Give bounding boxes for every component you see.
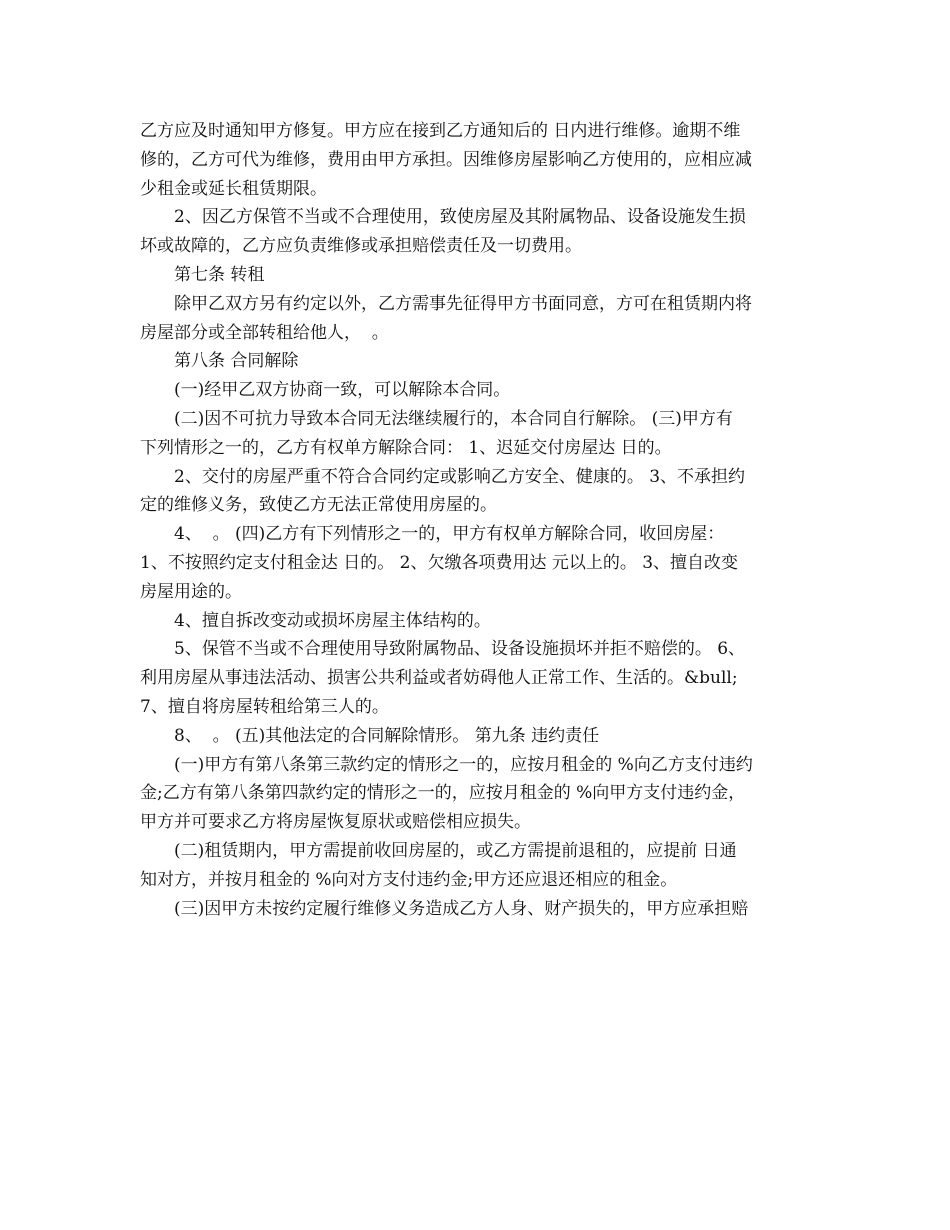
contract-body-text bbox=[140, 117, 812, 923]
text-line: 利用房屋从事违法活动、损害公共利益或者妨碍他人正常工作、生活的。&bull; bbox=[140, 668, 738, 689]
text-line: 7、擅自将房屋转租给第三人的。 bbox=[140, 696, 389, 717]
text-line: 除甲乙双方另有约定以外，乙方需事先征得甲方书面同意，方可在租赁期内将 bbox=[174, 293, 752, 314]
text-line: (二)因不可抗力导致本合同无法继续履行的，本合同自行解除。 (三)甲方有 bbox=[174, 408, 733, 429]
text-line: (一)甲方有第八条第三款约定的情形之一的，应按月租金的 %向乙方支付违约 bbox=[174, 754, 753, 775]
text-line: 2、因乙方保管不当或不合理使用，致使房屋及其附属物品、设备设施发生损 bbox=[174, 207, 746, 228]
text-line: 坏或故障的，乙方应负责维修或承担赔偿责任及一切费用。 bbox=[140, 236, 582, 257]
text-line: 知对方，并按月租金的 %向对方支付违约金;甲方还应退还相应的租金。 bbox=[140, 869, 678, 890]
text-line: 房屋用途的。 bbox=[140, 581, 242, 602]
article-heading: 第七条 转租 bbox=[174, 264, 265, 285]
text-line: 1、不按照约定支付租金达 日的。 2、欠缴各项费用达 元以上的。 3、擅自改变 bbox=[140, 552, 739, 573]
text-line: 4、擅自拆改变动或损坏房屋主体结构的。 bbox=[174, 610, 491, 631]
text-line: (二)租赁期内，甲方需提前收回房屋的，或乙方需提前退租的，应提前 日通 bbox=[174, 840, 737, 861]
text-line: 4、 。 (四)乙方有下列情形之一的，甲方有权单方解除合同，收回房屋： bbox=[174, 524, 725, 545]
text-line: 少租金或延长租赁期限。 bbox=[140, 178, 327, 199]
text-line: 8、 。 (五)其他法定的合同解除情形。 第九条 违约责任 bbox=[174, 725, 600, 746]
text-line: 金;乙方有第八条第四款约定的情形之一的，应按月租金的 %向甲方支付违约金， bbox=[140, 783, 746, 804]
text-line: (一)经甲乙双方协商一致，可以解除本合同。 bbox=[174, 380, 511, 401]
article-heading: 第八条 合同解除 bbox=[174, 351, 299, 372]
text-line: 5、保管不当或不合理使用导致附属物品、设备设施损坏并拒不赔偿的。 6、 bbox=[174, 639, 746, 660]
text-line: 甲方并可要求乙方将房屋恢复原状或赔偿相应损失。 bbox=[140, 812, 531, 833]
text-line: 乙方应及时通知甲方修复。甲方应在接到乙方通知后的 日内进行维修。逾期不维 bbox=[140, 121, 741, 141]
text-line: 房屋部分或全部转租给他人， 。 bbox=[140, 322, 389, 343]
text-line: (三)因甲方未按约定履行维修义务造成乙方人身、财产损失的，甲方应承担赔 bbox=[174, 898, 749, 919]
text-line: 2、交付的房屋严重不符合合同约定或影响乙方安全、健康的。 3、不承担约 bbox=[174, 466, 746, 487]
text-line: 修的，乙方可代为维修，费用由甲方承担。因维修房屋影响乙方使用的，应相应减 bbox=[140, 149, 752, 170]
text-line: 定的维修义务，致使乙方无法正常使用房屋的。 bbox=[140, 495, 497, 516]
text-line: 下列情形之一的，乙方有权单方解除合同： 1、迟延交付房屋达 日的。 bbox=[140, 437, 672, 458]
